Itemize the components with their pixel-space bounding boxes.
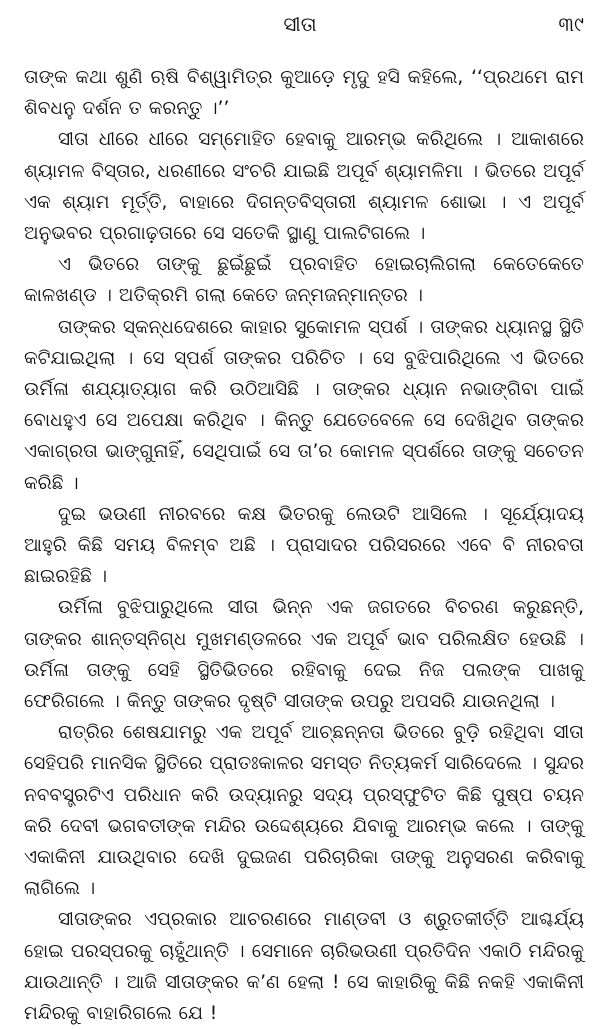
paragraph: ରାତ୍ରିର ଶେଷଯାମରୁ ଏକ ଅପୂର୍ବ ଆଚ୍ଛନ୍ନତା ଭିତରେ ବୁଡ଼ି ରହିଥିବା ସୀତା ସେହିପରି ମାନସିକ ସ୍ଥିତିରେ ପ୍ରାତଃକାଳର ସମସ୍ତ ନିତ୍ୟକର୍ମ ସାରିଦେଲେ । ସୁନ୍ଦର ନବବସ୍ତ୍ରଟିଏ ପରିଧାନ କରି ଉଦ୍ୟାନରୁ ସଦ୍ୟ ପ୍ରସ୍ଫୁଟିତ କିଛି ପୁଷ୍ପ ଚୟନ କରି ଦେବୀ ଭଗବତୀଙ୍କ ମନ୍ଦିର ଉଦ୍ଦେଶ୍ୟରେ ଯିବାକୁ ଆରମ୍ଭ କଲେ । ତାଙ୍କୁ ଏକାକିନୀ ଯାଉଥିବାର ଦେଖି ଦୁଇଜଣ ପରିଚାରିକା ତାଙ୍କୁ ଅନୁସରଣ କରିବାକୁ ଲାଗିଲେ । xyxy=(24,722,584,900)
page-header xyxy=(0,0,600,60)
running-title: ସୀତା xyxy=(283,12,317,36)
paragraph: ଏ ଭିତରେ ତାଙ୍କୁ ଛୁଇଁଛୁଇଁ ପ୍ରବାହିତ ହୋଇଚାଲିଗଲା କେତେକେତେ କାଳଖଣ୍ଡ । ଅତିକ୍ରମି ଗଲା କେତେ ଜନ୍ମଜନ୍ମାନ୍ତର । xyxy=(24,254,584,307)
paragraph: ତାଙ୍କର ସ୍କନ୍ଧଦେଶରେ କାହାର ସୁକୋମଳ ସ୍ପର୍ଶ । ତାଙ୍କର ଧ୍ୟାନସ୍ଥ ସ୍ଥିତି କଟିଯାଇଥିଲା । ସେ ସ୍ପର୍ଶ ତାଙ୍କର ପରିଚିତ । ସେ ବୁଝିପାରିଥିଲେ ଏ ଭିତରେ ଉର୍ମିଳା ଶଯ୍ୟାତ୍ୟାଗ କରି ଉଠିଆସିଛି । ତାଙ୍କର ଧ୍ୟାନ ନଭାଙ୍ଗିବା ପାଇଁ ବୋଧହୁଏ ସେ ଅପେକ୍ଷା କରିଥିବ । କିନ୍ତୁ ଯେତେବେଳେ ସେ ଦେଖିଥିବ ତାଙ୍କର ଏକାଗ୍ରତା ଭାଙ୍ଗୁନାହିଁ, ସେଥିପାଇଁ ସେ ତା’ର କୋମଳ ସ୍ପର୍ଶରେ ତାଙ୍କୁ ସଚେତନ କରିଛି । xyxy=(24,316,584,494)
paragraph: ସୀତା ଧୀରେ ଧୀରେ ସମ୍ମୋହିତ ହେବାକୁ ଆରମ୍ଭ କରିଥିଲେ । ଆକାଶରେ ଶ୍ୟାମଳ ବିସ୍ତାର, ଧରଣୀରେ ସଂଚରି ଯାଇଛି ଅପୂର୍ବ ଶ୍ୟାମଳିମା । ଭିତରେ ଅପୂର୍ବ ଏକ ଶ୍ୟାମ ମୂର୍ତ୍ତି, ବାହାରେ ଦିଗନ୍ତବିସ୍ତାରୀ ଶ୍ୟାମଳ ଶୋଭା । ଏ ଅପୂର୍ବ ଅନୁଭବର ପ୍ରଗାଢ଼ତାରେ ସେ ସତେକି ସ୍ଥାଣୁ ପାଲଟିଗଲେ । xyxy=(24,129,584,245)
paragraph: ତାଙ୍କ କଥା ଶୁଣି ଋଷି ବିଶ୍ୱାମିତ୍ର କୁଆଡ଼େ ମୃଦୁ ହସି କହିଲେ, ‘‘ପ୍ରଥମେ ରାମ ଶିବଧନୁ ଦର୍ଶନ ତ କରନ୍ତୁ ।’’ xyxy=(24,67,584,120)
page-number: ୩୯ xyxy=(558,12,584,36)
body-text xyxy=(24,62,584,1029)
paragraph: ଉର୍ମିଳା ବୁଝିପାରୁଥିଲେ ସୀତା ଭିନ୍ନ ଏକ ଜଗତରେ ବିଚରଣ କରୁଛନ୍ତି, ତାଙ୍କର ଶାନ୍ତସ୍ନିଗ୍ଧ ମୁଖମଣ୍ଡଳରେ ଏକ ଅପୂର୍ବ ଭାବ ପରିଲକ୍ଷିତ ହେଉଛି । ଉର୍ମିଳା ତାଙ୍କୁ ସେହି ସ୍ଥିତିଭିତରେ ରହିବାକୁ ଦେଇ ନିଜ ପଲଙ୍କ ପାଖକୁ ଫେରିଗଲେ । କିନ୍ତୁ ତାଙ୍କର ଦୃଷ୍ଟି ସୀତାଙ୍କ ଉପରୁ ଅପସରି ଯାଉନଥିଲା । xyxy=(24,597,584,713)
paragraph: ଦୁଇ ଭଉଣୀ ନୀରବରେ କକ୍ଷ ଭିତରକୁ ଲେଉଟି ଆସିଲେ । ସୂର୍ଯ୍ୟୋଦୟ ଆହୁରି କିଛି ସମୟ ବିଳମ୍ବ ଅଛି । ପ୍ରାସାଦର ପରିସରରେ ଏବେ ବି ନୀରବତା ଛାଇରହିଛି । xyxy=(24,503,584,588)
paragraph: ସୀତାଙ୍କର ଏପ୍ରକାର ଆଚରଣରେ ମାଣ୍ଡବୀ ଓ ଶ୍ରୁତକୀର୍ତ୍ତି ଆଶ୍ଚର୍ଯ୍ୟ ହୋଇ ପରସ୍ପରକୁ ଚାହୁଁଥାନ୍ତି । ସେମାନେ ଚାରିଭଉଣୀ ପ୍ରତିଦିନ ଏକାଠି ମନ୍ଦିରକୁ ଯାଉଥାନ୍ତି । ଆଜି ସୀତାଙ୍କର କ’ଣ ହେଲା ! ସେ କାହାରିକୁ କିଛି ନକହି ଏକାକିନୀ ମନ୍ଦିରକୁ ବାହାରିଗଲେ ଯେ ! xyxy=(24,909,584,1025)
